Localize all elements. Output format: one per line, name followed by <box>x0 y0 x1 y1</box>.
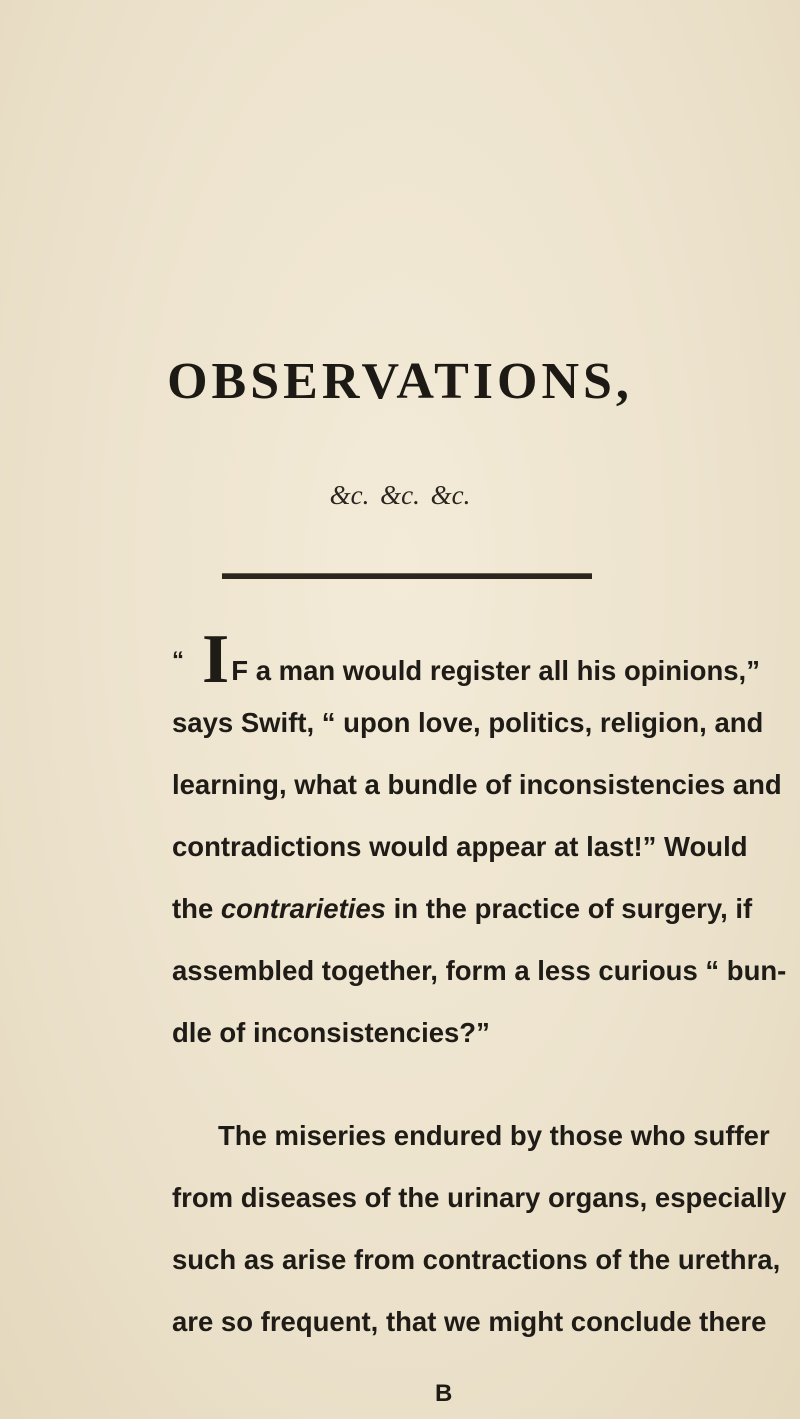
line-text: F a man would register all his opinions,” <box>231 655 760 686</box>
paragraph-1-line-5 <box>172 878 753 940</box>
signature-mark: B <box>435 1380 453 1407</box>
drop-cap: I <box>202 621 230 698</box>
page-subtitle: &c. &c. &c. <box>329 480 471 510</box>
line-text: in the practice of surgery, if <box>385 893 753 924</box>
page-title: OBSERVATIONS, <box>167 353 633 410</box>
line-text: the <box>172 893 221 924</box>
opening-quote: “ <box>172 647 184 674</box>
paragraph-2-line-3: such as arise from contractions of the urethra, <box>172 1244 781 1275</box>
decorative-rule <box>222 573 592 579</box>
paragraph-2-line-2: from diseases of the urinary organs, especially <box>172 1182 787 1213</box>
paragraph-1-line-3 <box>172 754 782 816</box>
emphasized-word: contrarieties <box>220 893 386 924</box>
paragraph-1-line-7 <box>172 1002 732 1064</box>
line-text: assembled together, form a less curious “ bun- <box>172 955 787 986</box>
paragraph-1-line-4 <box>172 816 748 878</box>
paragraph-2 <box>172 1105 787 1353</box>
line-text: dle of inconsistencies?” <box>172 1017 490 1048</box>
paragraph-1-line-1 <box>172 621 760 698</box>
line-text: contradictions would appear at last!” Would <box>172 831 748 862</box>
paragraph-2-line-1: The miseries endured by those who suffer <box>218 1120 770 1151</box>
paragraph-1-line-6 <box>172 940 787 1002</box>
paragraph-1 <box>172 621 787 1064</box>
paragraph-1-line-2 <box>172 692 764 754</box>
paragraph-2-line-4: are so frequent, that we might conclude there <box>172 1306 767 1337</box>
line-text: says Swift, “ upon love, politics, religion, and <box>172 707 764 738</box>
line-text: learning, what a bundle of inconsistencies and <box>172 769 782 800</box>
